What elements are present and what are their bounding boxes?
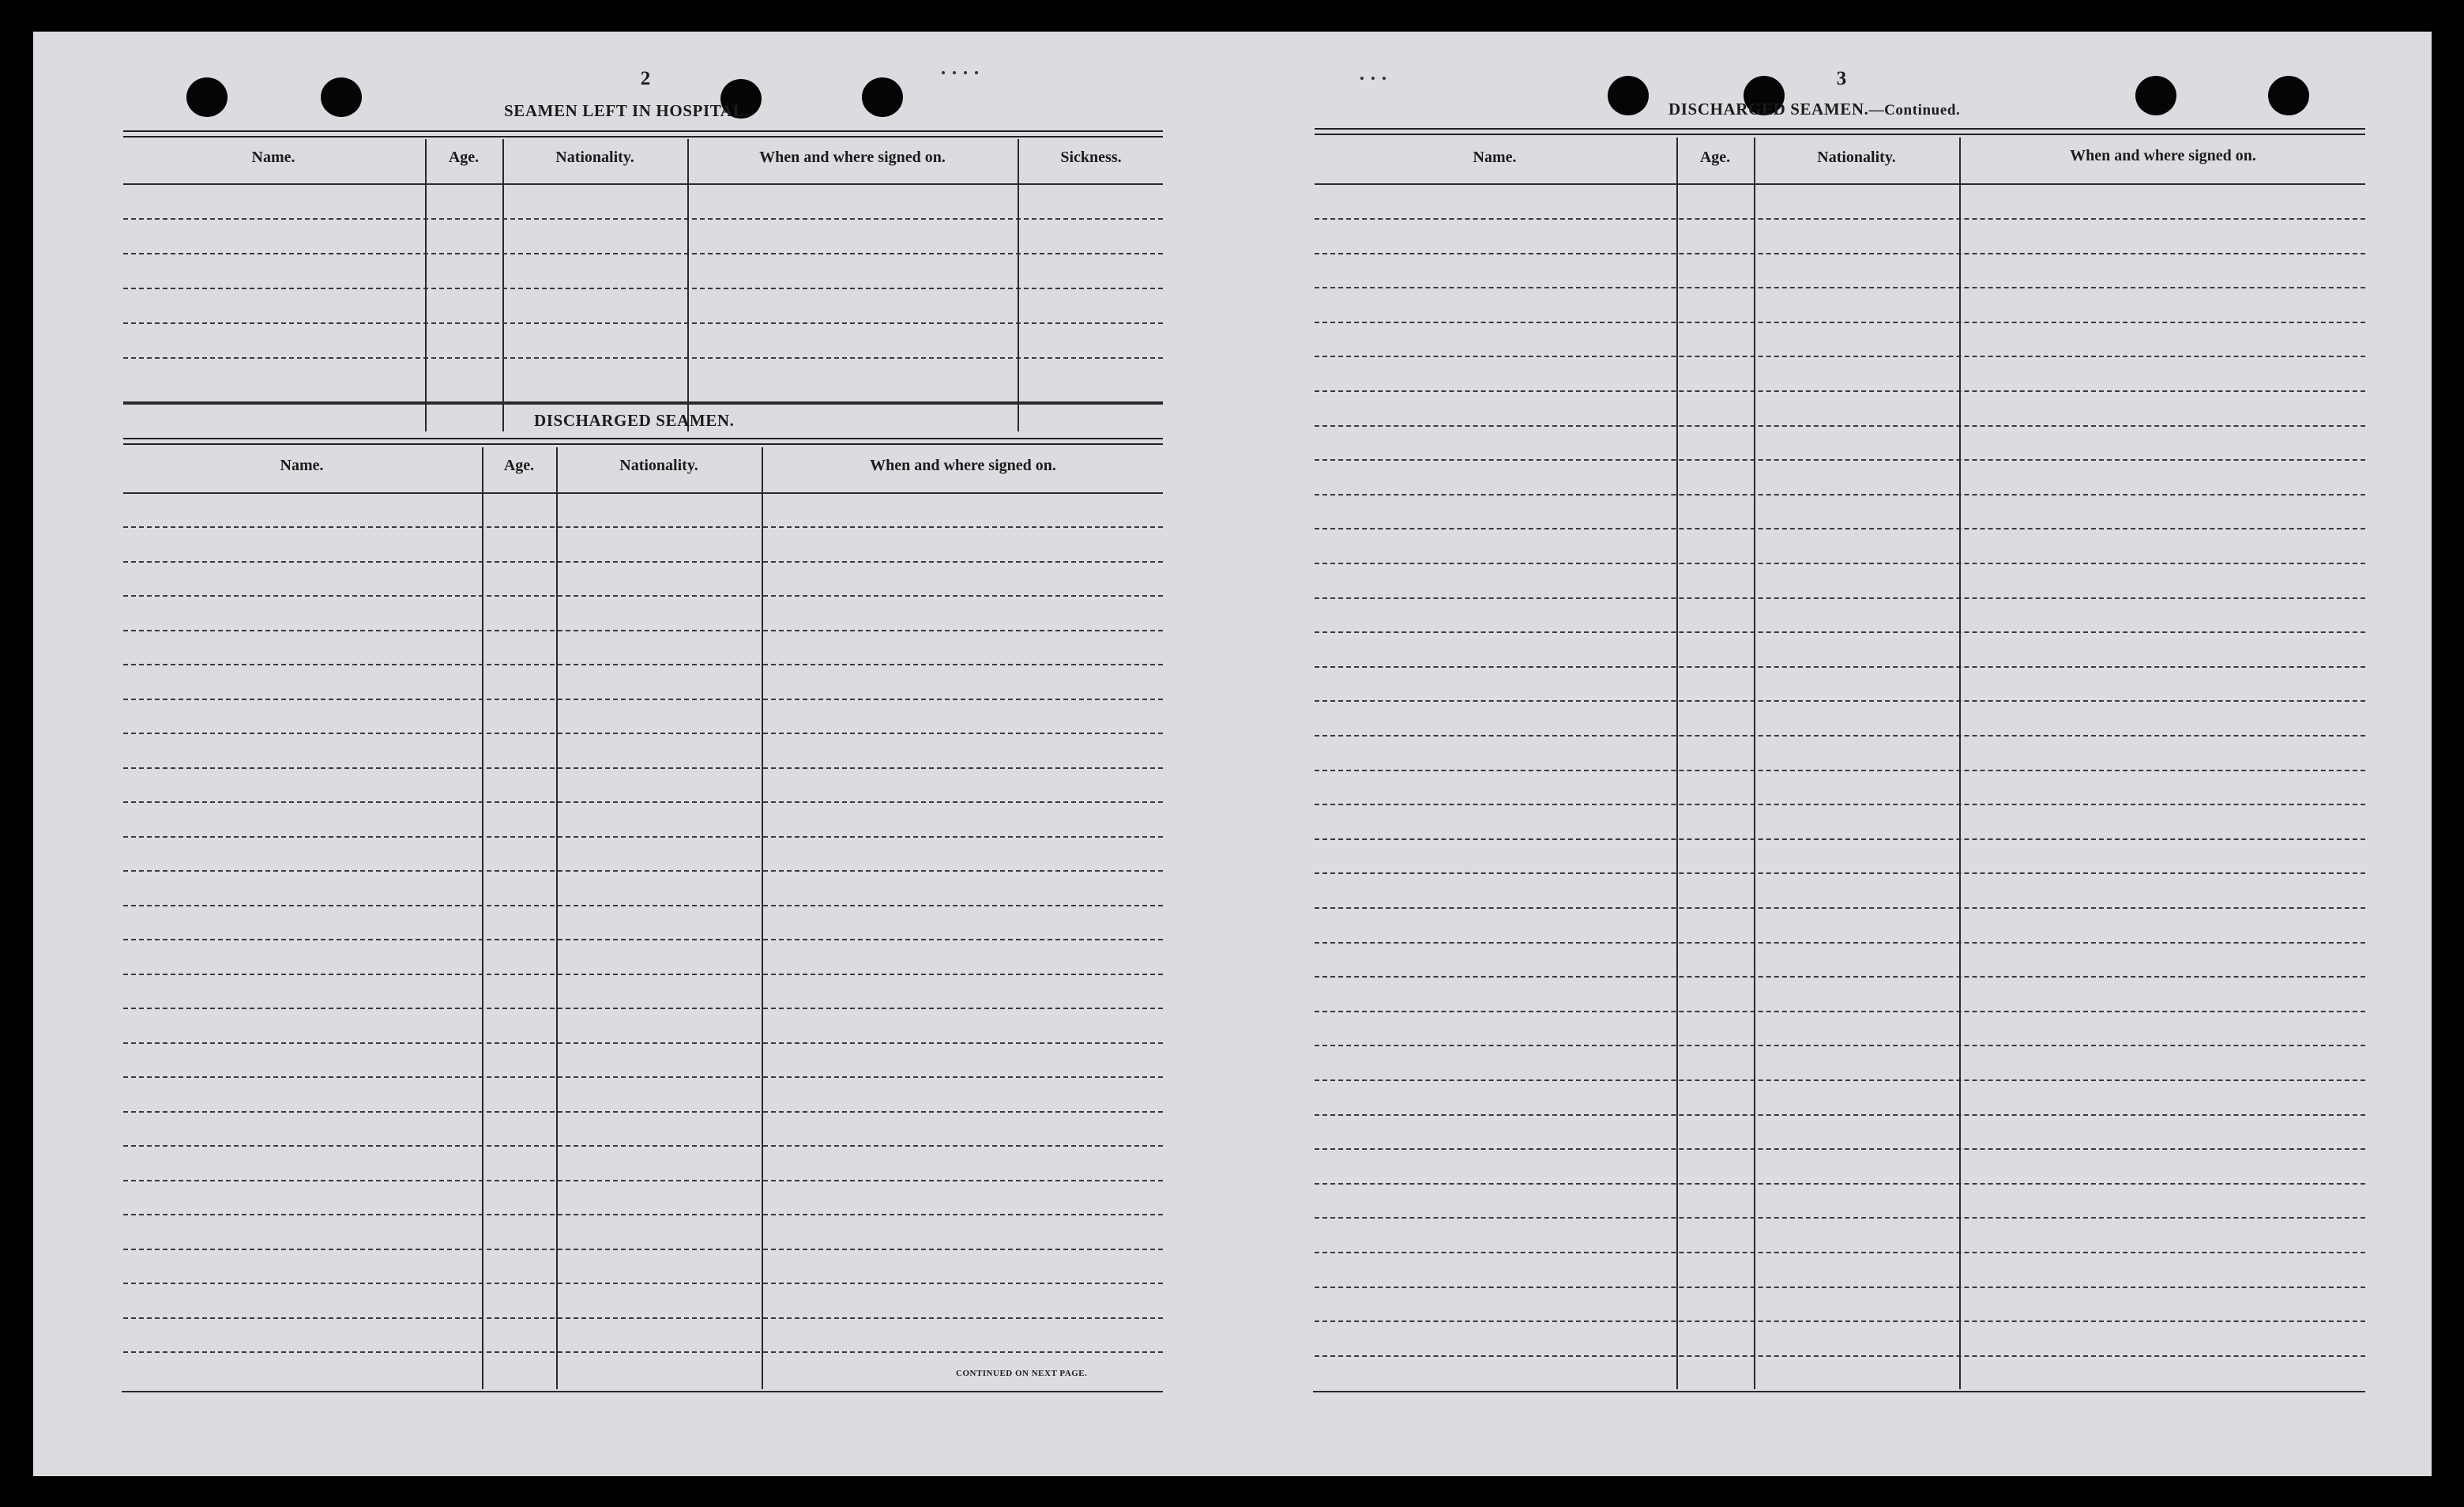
right-section-title-text: DISCHARGED SEAMEN. — [1668, 100, 1869, 119]
entry-row-line — [123, 939, 1163, 940]
entry-row-line — [1315, 253, 2365, 254]
entry-row-line — [123, 1111, 1163, 1113]
column-divider — [687, 139, 689, 431]
column-divider — [762, 447, 763, 1389]
entry-row-line — [1315, 494, 2365, 495]
entry-row-line — [123, 733, 1163, 734]
entry-row-line — [123, 801, 1163, 803]
entry-row-line — [123, 253, 1163, 254]
entry-row-line — [1315, 631, 2365, 633]
column-header-name: Name. — [280, 457, 324, 474]
punch-hole — [2135, 76, 2176, 115]
entry-row-line — [1315, 1045, 2365, 1046]
discharged-table-top-rule — [123, 438, 1163, 445]
column-header-name: Name. — [251, 149, 295, 166]
header-divider — [1315, 183, 2365, 185]
entry-row-line — [123, 357, 1163, 359]
entry-row-line — [123, 1249, 1163, 1250]
entry-row-line — [123, 1283, 1163, 1284]
entry-row-line — [123, 322, 1163, 324]
hospital-table-top-rule — [123, 130, 1163, 138]
entry-row-line — [123, 1351, 1163, 1353]
column-divider — [482, 447, 483, 1389]
entry-row-line — [1315, 528, 2365, 529]
entry-row-line — [1315, 218, 2365, 220]
punch-hole — [321, 77, 362, 117]
entry-row-line — [123, 561, 1163, 563]
right-table-bottom-rule — [1313, 1391, 2365, 1392]
discharged-title-rule — [123, 403, 1163, 405]
entry-row-line — [123, 1214, 1163, 1215]
column-header-age: Age. — [448, 149, 480, 166]
column-header-signed-on: When and where signed on. — [870, 457, 1056, 474]
column-header-sickness: Sickness. — [1060, 149, 1122, 166]
ledger-sheet — [33, 32, 2432, 1476]
discharged-section-title: DISCHARGED SEAMEN. — [534, 411, 735, 430]
column-divider — [556, 447, 558, 1389]
entry-row-line — [1315, 1321, 2365, 1322]
entry-row-line — [1315, 287, 2365, 288]
entry-row-line — [1315, 1217, 2365, 1219]
entry-row-line — [123, 1008, 1163, 1009]
entry-row-line — [123, 870, 1163, 872]
entry-row-line — [1315, 838, 2365, 840]
entry-row-line — [1315, 907, 2365, 909]
entry-row-line — [123, 836, 1163, 838]
ink-specks — [942, 64, 986, 67]
entry-row-line — [123, 1180, 1163, 1181]
entry-row-line — [1315, 872, 2365, 874]
punch-hole — [186, 77, 228, 117]
entry-row-line — [123, 1042, 1163, 1044]
punch-hole — [1608, 76, 1649, 115]
discharged-table-bottom-rule — [122, 1391, 1163, 1392]
entry-row-line — [123, 974, 1163, 975]
punch-hole — [862, 77, 903, 117]
entry-row-line — [1315, 770, 2365, 771]
entry-row-line — [1315, 700, 2365, 702]
column-header-name: Name. — [1473, 149, 1517, 166]
entry-row-line — [1315, 597, 2365, 599]
entry-row-line — [1315, 942, 2365, 944]
column-header-signed-on: When and where signed on. — [759, 149, 946, 166]
entry-row-line — [1315, 1252, 2365, 1253]
column-divider — [425, 139, 427, 431]
column-header-nationality: Nationality. — [1817, 149, 1896, 166]
entry-row-line — [123, 767, 1163, 769]
punch-hole — [2268, 76, 2309, 115]
entry-row-line — [1315, 1011, 2365, 1012]
entry-row-line — [1315, 1183, 2365, 1185]
column-divider — [1676, 138, 1678, 1389]
entry-row-line — [1315, 322, 2365, 323]
continued-note: CONTINUED ON NEXT PAGE. — [956, 1369, 1088, 1378]
entry-row-line — [123, 664, 1163, 665]
entry-row-line — [1315, 1079, 2365, 1081]
entry-row-line — [123, 595, 1163, 597]
page-number-left: 2 — [640, 68, 651, 89]
column-divider — [1018, 139, 1019, 431]
entry-row-line — [123, 905, 1163, 906]
ink-specks — [1360, 70, 1394, 73]
right-section-title — [1668, 100, 1960, 119]
column-divider — [502, 139, 504, 431]
entry-row-line — [1315, 356, 2365, 357]
entry-row-line — [123, 218, 1163, 220]
right-table-top-rule — [1315, 128, 2365, 135]
entry-row-line — [123, 699, 1163, 700]
column-header-nationality: Nationality. — [619, 457, 698, 474]
entry-row-line — [1315, 390, 2365, 392]
column-divider — [1959, 138, 1961, 1389]
hospital-section-title: SEAMEN LEFT IN HOSPITAL. — [504, 101, 750, 120]
entry-row-line — [1315, 1114, 2365, 1116]
entry-row-line — [1315, 735, 2365, 737]
entry-row-line — [1315, 1148, 2365, 1150]
column-header-age: Age. — [1699, 149, 1731, 166]
column-header-signed-on: When and where signed on. — [2070, 147, 2256, 164]
entry-row-line — [1315, 804, 2365, 805]
entry-row-line — [123, 288, 1163, 289]
column-header-nationality: Nationality. — [555, 149, 634, 166]
right-section-title-suffix: —Continued. — [1868, 102, 1961, 119]
entry-row-line — [1315, 1355, 2365, 1357]
header-divider — [123, 183, 1163, 185]
entry-row-line — [1315, 425, 2365, 427]
entry-row-line — [1315, 563, 2365, 564]
entry-row-line — [123, 526, 1163, 528]
entry-row-line — [1315, 1287, 2365, 1288]
entry-row-line — [123, 1145, 1163, 1147]
column-divider — [1754, 138, 1755, 1389]
entry-row-line — [1315, 666, 2365, 668]
entry-row-line — [1315, 976, 2365, 978]
page-number-right: 3 — [1836, 68, 1847, 89]
column-header-age: Age. — [503, 457, 535, 474]
entry-row-line — [123, 1317, 1163, 1319]
entry-row-line — [123, 1076, 1163, 1078]
header-divider — [123, 492, 1163, 494]
entry-row-line — [123, 630, 1163, 631]
entry-row-line — [1315, 459, 2365, 461]
